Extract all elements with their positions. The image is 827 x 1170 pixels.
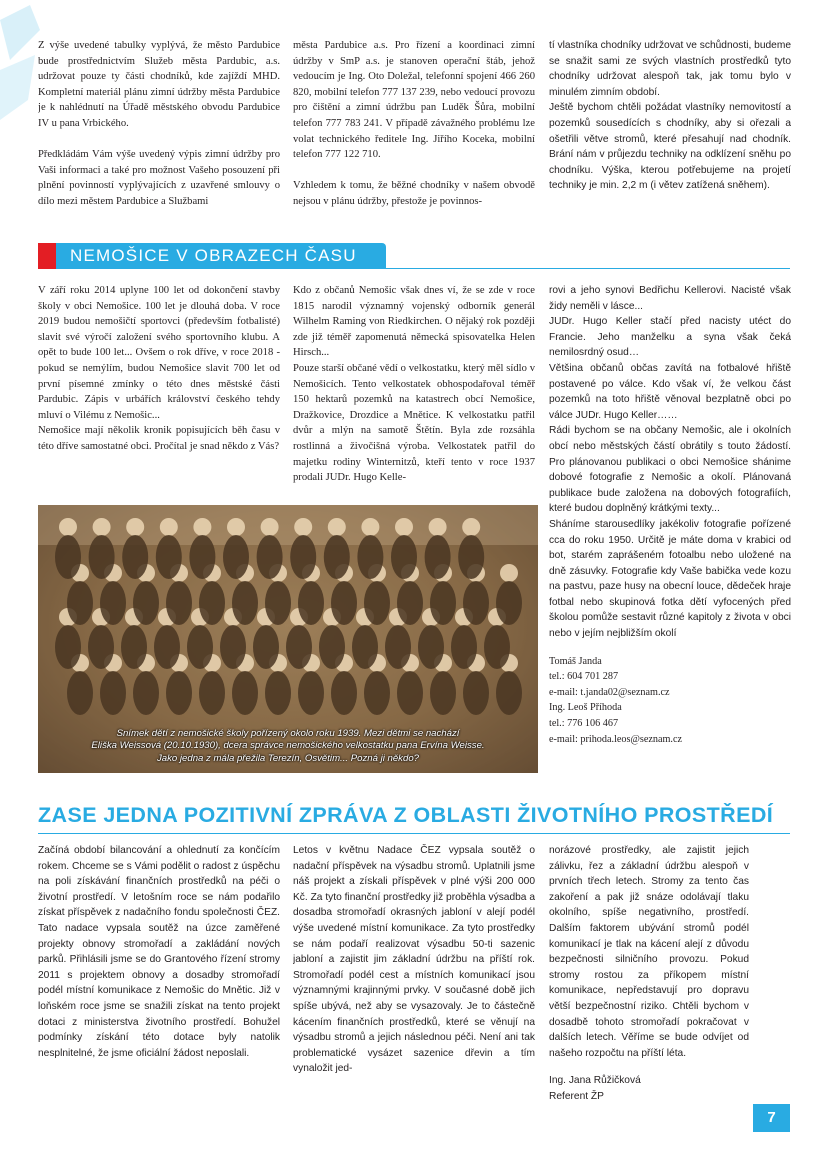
photo-figure-body: [397, 671, 423, 715]
photo-figure-body: [232, 671, 258, 715]
paragraph: města Pardubice a.s. Pro řízení a koordinaci zimní údržby v SmP a.s. je stanoven operační štáb, jehož vedoucím je Ing. Oto Doležal, telefonní spojení 466 260 820, mobilní telefon 777 137 239, nebo vedoucí provozu pro čištění a zimní údržbu pan Luděk Šůra, mobilní telefon 777 783 241. V případě závažného problému lze volat technického ředitele Ing. Jiřího Koceka, mobilní telefon 777 122 710.: [293, 40, 535, 161]
paragraph: Rádi bychom se na občany Nemošic, ale i okolních obcí nebo městských částí obrátily s touto žádostí. Pro plánovanou publikaci o obci Nemošice shánime dobové fotografie z Nemošic a okolí. Plánovaná publikace bude založena na dobových fotografiích, které budou doplněný krátkými texty...: [549, 425, 791, 515]
photo-figure-body: [484, 625, 510, 669]
photo-figure-face: [59, 518, 77, 536]
photo-figure-body: [253, 625, 279, 669]
photo-figure-face: [294, 518, 312, 536]
photo-caption-line: Snímek dětí z nemošické školy pořízený okolo roku 1939. Mezi dětmi se nachází: [116, 727, 460, 739]
paragraph: Začíná období bilancování a ohlednutí za končícím rokem. Chceme se s Vámi podělit o radost z úspěchu na poli získávání finančních prostředků na péči o životní prostředí. V letošním roce se nám podařilo získat příspěvek z nadačního fondu společnosti ČEZ. Tato nadace vypsala soutěž na úzce zaměřené projekty obnovy stromořadí a zakládání nových parků. Přihlásili jsme se do Grantového řízení stromy 2011 s projektem obnovy a dosadby stromořadí podél místní komunikace z Nemošic do Mnětic. Již v loňském roce jsme se snažili získat na tento projekt dotaci z ministerstva životního prostředí. Bohužel podmínky získání této dotace byly natolik nesplnitelné, že jsme oficiální žádost neposlali.: [38, 845, 280, 1059]
section2-column-1: [38, 843, 280, 1133]
photo-figure-face: [395, 518, 413, 536]
photo-figure-body: [133, 581, 159, 625]
photo-figure-face: [227, 518, 245, 536]
photo-figure-face: [361, 518, 379, 536]
photo-figure-body: [199, 581, 225, 625]
section2-column-2: [293, 843, 535, 1133]
photo-figure-body: [458, 535, 484, 579]
top-column-2: [293, 38, 535, 228]
paragraph: Pouze starší občané vědí o velkostatku, který měl sídlo v Nemošicích. Tento velkostatek obhospodařoval téměř 150 hektarů pozemků na katastrech obcí Nemošice, Dražkovice, Drozdice a Mnětice. K velkostatku patřil dvůr a mlýn na samotě Štětín. Byla zde rozsáhla rostlinná a živočišná výroba. Velkostatek patřil do majetku rodiny Winternitzů, kteří tento v roce 1937 prodali JUDr. Hugo Kelle-: [293, 362, 535, 484]
photo-figure-body: [232, 581, 258, 625]
photo-figure-face: [429, 518, 447, 536]
photo-figure-body: [154, 625, 180, 669]
historic-class-photo: [38, 505, 538, 773]
photo-figure-body: [67, 581, 93, 625]
signature-role: Referent ŽP: [549, 1090, 604, 1102]
photo-caption-line: Eliška Weissová (20.10.1930), dcera správce nemošického velkostatku pana Ervína Weisse.: [91, 740, 485, 751]
photo-figure-face: [328, 518, 346, 536]
photo-figure-body: [88, 625, 114, 669]
photo-figure-body: [418, 625, 444, 669]
photo-figure-body: [187, 625, 213, 669]
photo-figure-body: [223, 535, 249, 579]
signature-phone: tel.: 776 106 467: [549, 718, 619, 730]
paragraph: Sháníme starousedlíky jakékoliv fotografie pořízené cca do roku 1950. Určitě je máte doma v krabici od bot, starém zaprášeném fotoalbu nebo uložené na dně zásuvky. Fotografie kdy Vaše babička vede kozu na pastvu, paze husy na obecní louce, dědeček hraje fotbal nebo skupinová fotka dětí vyfocených před školou pomůže sestavit různé kapitoly z života v obci nebo v jejím nejbližším okolí: [549, 518, 791, 640]
photo-figure-body: [298, 581, 324, 625]
photo-figure-body: [496, 671, 522, 715]
headline-rule: [38, 833, 790, 834]
section1-column-1: [38, 283, 280, 499]
photo-figure-body: [100, 581, 126, 625]
photo-figure-body: [496, 581, 522, 625]
paragraph: Z výše uvedené tabulky vyplývá, že město Pardubice bude prostřednictvím Služeb města Pardubic, a.s. udržovat pouze ty části chodníků, kde zajíždí MHD. Kompletní materiál plánu zimní údržby města Pardubice je k nahlédnutí na Úřadě městského obvodu Pardubice IV u pana Vrbického.: [38, 40, 280, 129]
signature-email: e-mail: prihoda.leos@seznam.cz: [549, 733, 682, 745]
photo-figure-body: [290, 535, 316, 579]
article-headline: ZASE JEDNA POZITIVNÍ ZPRÁVA Z OBLASTI ŽIVOTNÍHO PROSTŘEDÍ: [38, 803, 774, 827]
photo-figure-body: [319, 625, 345, 669]
signature-name: Ing. Jana Růžičková: [549, 1075, 641, 1087]
paragraph: norázové prostředky, ale zajistit jejich zálivku, řez a základní údržbu alespoň v prvních třech letech. Stromy za tento čas zakoření a pak již snáze odolávají tlaku okolního, spíše negativního, prostředí. Dalším faktorem ubývání stromů podél komunikací je tlak na kácení alejí z důvodu bezpečnosti silničního provozu. Pokud stromy rostou za příkopem místní komunikace, nepředstavují pro dopravu větší bezpečnostní riziko. Chtěli bychom v dosadbě tohoto stromořadí pokračovat v dalších letech. Věříme se bude odvíjet od našeho rozpočtu na příští léta.: [549, 845, 749, 1059]
photo-figure-face: [261, 518, 279, 536]
photo-figure-body: [352, 625, 378, 669]
photo-figure-body: [397, 581, 423, 625]
photo-figure-body: [67, 671, 93, 715]
paragraph: Předkládám Vám výše uvedený výpis zimní údržby pro Vaši informaci a také pro možnost Vašeho posouzení při plnění povinností vyplývajících z uzavřené smlouvy o dílo mezi městem Pardubice a Službami: [38, 149, 280, 207]
photo-figure-body: [121, 625, 147, 669]
photo-figure-face: [193, 518, 211, 536]
photo-figure-body: [55, 625, 81, 669]
author-signature: [549, 1073, 749, 1104]
paragraph: Kdo z občanů Nemošic však dnes ví, že se zde v roce 1815 narodil významný vojenský odborník generál Wilhelm Raming von Riedkirchen. O nějaký rok později zde již téměř zapomenutá německá spisovatelka Helen Hirsch...: [293, 285, 535, 359]
photo-figure-body: [122, 535, 148, 579]
photo-figure-body: [55, 535, 81, 579]
photo-figure-body: [89, 535, 115, 579]
photo-figure-body: [364, 581, 390, 625]
photo-figure-body: [166, 671, 192, 715]
photo-figure-body: [199, 671, 225, 715]
photo-figure-face: [160, 518, 178, 536]
paragraph: Ještě bychom chtěli požádat vlastníky nemovitostí a pozemků sousedících s chodníky, aby si ořezali a ošetřili větve stromů, které přesahují nad chodník. Brání nám v průjezdu techniky na odklízení sněhu po chodníku. Výška, kterou potřebujeme na projetí techniky je min. 2,2 m (i větev zatížená sněhem).: [549, 102, 791, 192]
photo-figure-body: [166, 581, 192, 625]
photo-figure-body: [286, 625, 312, 669]
section1-column-3: [549, 283, 791, 783]
page-number: 7: [753, 1104, 790, 1132]
photo-figure-body: [463, 671, 489, 715]
photo-figure-body: [265, 581, 291, 625]
photo-figure-body: [220, 625, 246, 669]
paragraph: rovi a jeho synovi Bedřichu Kellerovi. Nacisté však židy neměli v lásce...: [549, 285, 791, 312]
signature-name: Ing. Leoš Příhoda: [549, 702, 622, 714]
decorative-watermark: [0, 0, 40, 130]
photo-figure-body: [425, 535, 451, 579]
signature-name: Tomáš Janda: [549, 655, 602, 667]
photo-figure-face: [126, 518, 144, 536]
paragraph: JUDr. Hugo Keller stačí před nacisty utéct do Francie. Jeho manželku a syna však čeká nemilosrdný osud…: [549, 316, 791, 359]
top-column-1: [38, 38, 280, 228]
section1-column-2: [293, 283, 535, 499]
section-title: NEMOŠICE V OBRAZECH ČASU: [70, 246, 357, 265]
photo-figure-body: [331, 671, 357, 715]
signature-email: e-mail: t.janda02@seznam.cz: [549, 686, 670, 698]
photo-figure-body: [364, 671, 390, 715]
photo-figure-body: [463, 581, 489, 625]
paragraph: Nemošice mají několik kronik popisujících běh času v této dříve samostatné obci. Pročítal je snad někdo z Vás?: [38, 425, 280, 452]
section-header-rule: [386, 268, 790, 269]
photo-figure-body: [156, 535, 182, 579]
photo-figure-face: [93, 518, 111, 536]
signature-phone: tel.: 604 701 287: [549, 671, 619, 683]
photo-caption-line: Jako jedna z mála přežila Terezín, Osvětim... Pozná ji někdo?: [156, 752, 419, 764]
photo-figure-body: [133, 671, 159, 715]
photo-figure-face: [462, 518, 480, 536]
photo-figure-body: [391, 535, 417, 579]
photo-figure-body: [451, 625, 477, 669]
section-header-nemosice: [38, 243, 790, 269]
paragraph: tí vlastníka chodníky udržovat ve schůdnosti, budeme se snažit sami ze svých vlastních prostředků tyto chodníky udržovat alespoň tak, jak tomu bylo v minulém zimním období.: [549, 40, 791, 98]
photo-caption: [38, 728, 538, 766]
photo-figure-body: [298, 671, 324, 715]
contact-signature: [549, 654, 791, 748]
photo-figure-body: [189, 535, 215, 579]
photo-figure-body: [100, 671, 126, 715]
paragraph: Většina občanů občas zavítá na fotbalové hřiště postavené po válce. Kdo však ví, že velkou část pozemků na toto hřiště věnoval bezplatně obci po válce JUDr. Hugo Keller……: [549, 362, 791, 421]
photo-figure-body: [430, 671, 456, 715]
photo-figure-body: [331, 581, 357, 625]
photo-figure-body: [265, 671, 291, 715]
photo-figure-face: [500, 564, 518, 582]
photo-figure-body: [324, 535, 350, 579]
photo-figure-body: [385, 625, 411, 669]
paragraph: Letos v květnu Nadace ČEZ vypsala soutěž o nadační příspěvek na výsadbu stromů. Uplatnili jsme náš projekt a získali příspěvek v plné výši 200 000 Kč. Za tyto finanční prostředky již proběhla výsadba a dosadba stromořadí okrasných jabloní v alejí podél výše uvedené místní komunikace. Za tyto prostředky se nám podaří realizovat výsadbu 50-ti sazenic jabloní a zajistit jim základní údržbu na příští rok. Stromořadí podél cest a místních komunikací jsou významnými krajinnými prvky. V současné době jich spíše ubývá, než aby se vysazovaly. Je to částečně kácením finančních prostředků, které se věnují na výsadbu stromů a jejich následnou péči. Není ani tak problematické vysázet sazenice dřevin a tím vynaložit jed-: [293, 845, 535, 1075]
top-column-3: [549, 38, 791, 228]
photo-figure-body: [357, 535, 383, 579]
paragraph: V září roku 2014 uplyne 100 let od dokončení stavby školy v obci Nemošice. 100 let je dlouhá doba. V roce 2019 budou nemošičtí sportovci (především fotbalisté) slavit své výročí založení svého sportovního klubu. A opět to bude 100 let... Ovšem o rok dříve, v roce 2018 - pokud se nemýlím, budou Nemošice slavit 700 let od první písemné zmínky o této dnes městské části Pardubic. Zápis v urbářích království českého tehdy mluví o Vilému z Nemošic...: [38, 285, 280, 421]
paragraph: Vzhledem k tomu, že běžné chodníky v našem obvodě nejsou v plánu údržby, přestože je povinnos-: [293, 180, 535, 207]
photo-figure-body: [257, 535, 283, 579]
section2-column-3: [549, 843, 749, 1133]
photo-figure-body: [430, 581, 456, 625]
